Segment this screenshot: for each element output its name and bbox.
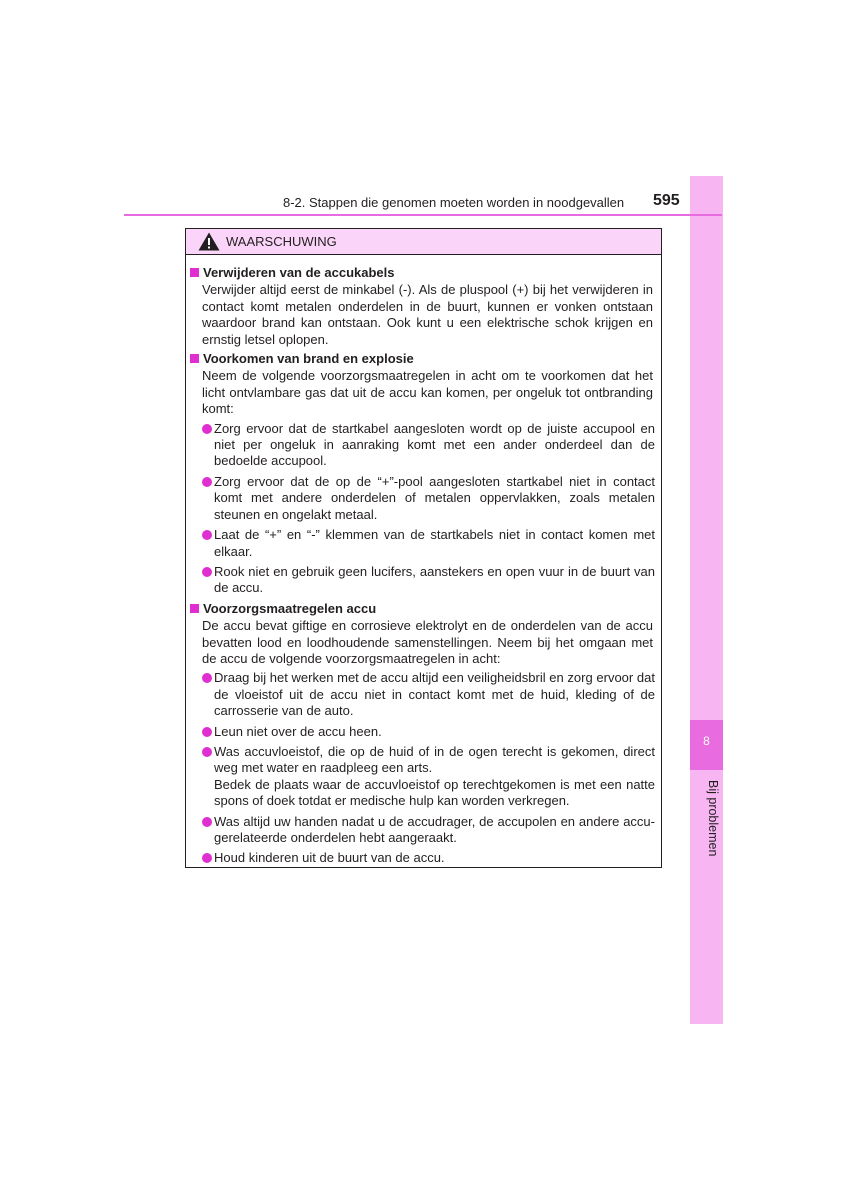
circle-bullet-icon	[202, 567, 212, 577]
list-item-text: Was altijd uw handen nadat u de accudrager, de accupolen en andere accu-gerelateerde onderdelen hebt aangeraakt.	[214, 813, 655, 845]
list-item	[202, 474, 655, 523]
list-item	[202, 564, 655, 597]
list-item-text: Zorg ervoor dat de op de “+”-pool aangesloten startkabel niet in contact komt met andere onderdelen of metalen oppervlakken, zoals metalen steunen en ongelakt metaal.	[214, 473, 655, 522]
list-item-text: Leun niet over de accu heen.	[214, 723, 382, 739]
warning-header	[186, 229, 661, 255]
warning-content	[186, 265, 661, 871]
chapter-number: 8	[703, 734, 710, 748]
section-paragraph: Verwijder altijd eerst de minkabel (-). Als de pluspool (+) bij het verwijderen in contact komt metalen onderdelen in de buurt, kunnen er vonken ontstaan waardoor brand kan ontstaan. Ook kunt u een elektrische schok krijgen en ernstig letsel oplopen.	[202, 282, 653, 347]
square-bullet-icon	[190, 268, 199, 277]
list-item	[202, 724, 655, 740]
section-title: 8-2. Stappen die genomen moeten worden in noodgevallen	[283, 195, 625, 210]
circle-bullet-icon	[202, 817, 212, 827]
list-item	[202, 527, 655, 560]
list-item-text: Zorg ervoor dat de startkabel aangesloten wordt op de juiste accupool en niet per ongeluk in aanraking komt met een ander onderdeel dan de bedoelde accupool.	[214, 420, 655, 469]
list-item	[202, 744, 655, 810]
list-item	[202, 814, 655, 847]
circle-bullet-icon	[202, 477, 212, 487]
circle-bullet-icon	[202, 424, 212, 434]
chapter-number-box	[690, 720, 723, 770]
warning-section	[186, 265, 661, 348]
circle-bullet-icon	[202, 673, 212, 683]
list-item-text: Rook niet en gebruik geen lucifers, aanstekers en open vuur in de buurt van de accu.	[214, 563, 655, 596]
section-heading-text: Verwijderen van de accukabels	[203, 265, 395, 280]
circle-bullet-icon	[202, 530, 212, 540]
warning-label: WAARSCHUWING	[226, 234, 337, 249]
section-heading-text: Voorkomen van brand en explosie	[203, 351, 414, 367]
list-item-text: Was accuvloeistof, die op de huid of in de ogen terecht is gekomen, direct weg met water en raadpleeg een arts. Bedek de plaats waar de accuvloeistof op terechtgekomen is met een natte spons of doek totdat er medische hulp kan worden verkregen.	[214, 743, 655, 809]
list-item-text: Draag bij het werken met de accu altijd een veiligheidsbril en zorg ervoor dat de vloeistof uit de accu niet in contact komt met de huid, kleding of de carrosserie van de auto.	[214, 670, 655, 719]
warning-section	[186, 351, 661, 597]
list-item	[202, 670, 655, 719]
side-chapter-tab	[690, 176, 723, 1024]
section-heading-text: Voorzorgsmaatregelen accu	[203, 600, 377, 616]
warning-box	[185, 228, 662, 868]
list-item-text: Houd kinderen uit de buurt van de accu.	[214, 850, 445, 866]
section-paragraph: De accu bevat giftige en corrosieve elektrolyt en de onderdelen van de accu bevatten lood en loodhoudende samenstellingen. Neem bij het omgaan met de accu de volgende voorzorgsmaatregelen in acht:	[202, 618, 653, 666]
chapter-title: Bij problemen	[706, 780, 720, 857]
list-item	[202, 850, 655, 866]
warning-triangle-icon	[198, 232, 220, 251]
circle-bullet-icon	[202, 853, 212, 863]
square-bullet-icon	[190, 354, 199, 363]
section-heading	[190, 351, 653, 367]
square-bullet-icon	[190, 604, 199, 613]
warning-section	[186, 601, 661, 867]
section-heading	[190, 265, 653, 281]
list-item-text: Laat de “+” en “-” klemmen van de startkabels niet in contact komen met elkaar.	[214, 527, 655, 559]
page-number: 595	[653, 192, 680, 209]
circle-bullet-icon	[202, 747, 212, 757]
header-divider	[124, 214, 722, 216]
section-heading	[190, 601, 653, 617]
list-item	[202, 421, 655, 470]
section-paragraph: Neem de volgende voorzorgsmaatregelen in acht om te voorkomen dat het licht ontvlambare gas dat uit de accu kan komen, per ongeluk tot ontbranding komt:	[202, 368, 653, 417]
circle-bullet-icon	[202, 727, 212, 737]
